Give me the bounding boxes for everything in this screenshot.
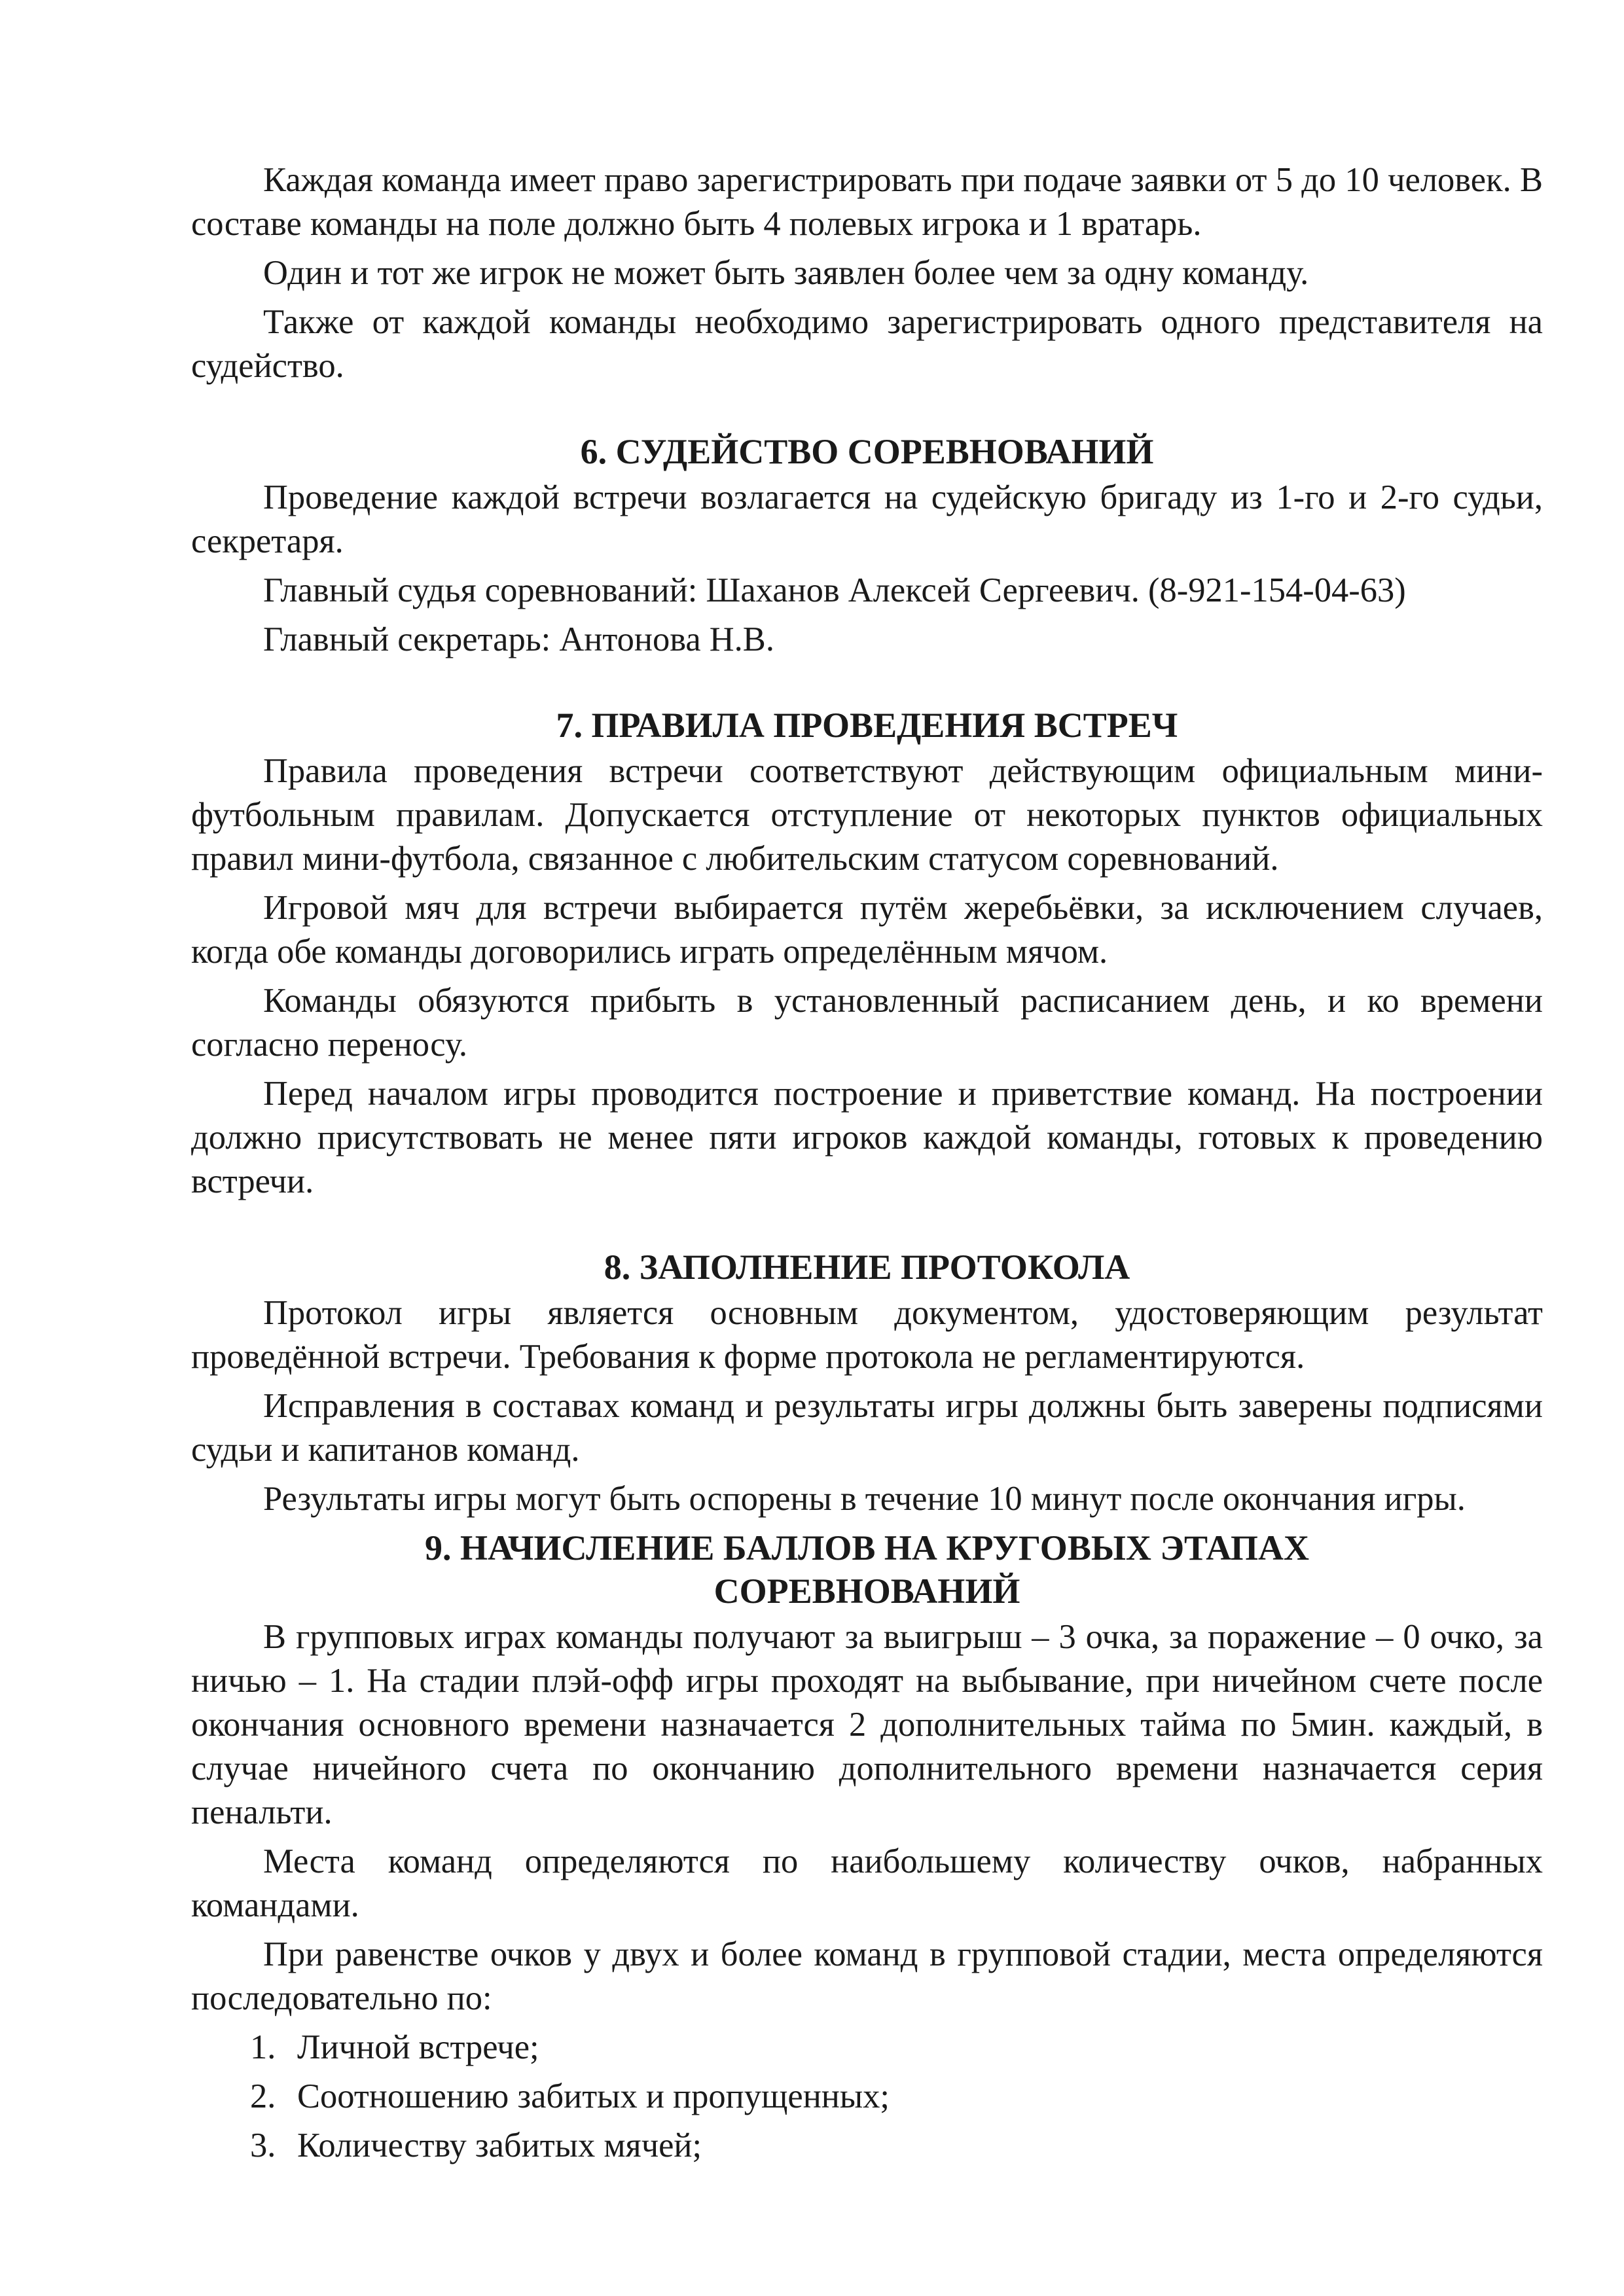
list-text: Личной встрече; [297,2028,539,2066]
list-number: 3. [250,2126,276,2164]
paragraph: Каждая команда имеет право зарегистрировать при подаче заявки от 5 до 10 человек. В составе команды на поле должно быть 4 полевых игрока и 1 вратарь. [191,161,1543,243]
paragraph: Перед началом игры проводится построение и приветствие команд. На построении должно присутствовать не менее пяти игроков каждой команды, готовых к проведению встречи. [191,1075,1543,1200]
section-title: 8. ЗАПОЛНЕНИЕ ПРОТОКОЛА [604,1247,1130,1287]
section-title [191,1526,1543,1613]
paragraph: Главный судья соревнований: Шаханов Алексей Сергеевич. (8-921-154-04-63) [263,571,1406,609]
paragraph: Правила проведения встречи соответствуют действующим официальным мини-футбольным правилам. Допускается отступление от некоторых пунктов официальных правил мини-футбола, связанное с любительским статусом соревнований. [191,752,1543,878]
list-item [250,2026,1543,2070]
section-title: 6. СУДЕЙСТВО СОРЕВНОВАНИЙ [580,432,1154,471]
section-8-protocol [191,1246,1543,1521]
paragraph: Протокол игры является основным документом, удостоверяющим результат проведённой встречи. Требования к форме протокола не регламентируются. [191,1294,1543,1376]
section-7-match-rules [191,704,1543,1204]
paragraph: Игровой мяч для встречи выбирается путём жеребьёвки, за исключением случаев, когда обе команды договорились играть определённым мячом. [191,889,1543,971]
paragraph: Также от каждой команды необходимо зарегистрировать одного представителя на судейство. [191,303,1543,385]
list-number: 2. [250,2077,276,2115]
list-number: 1. [250,2028,276,2066]
paragraph: Главный секретарь: Антонова Н.В. [263,620,774,658]
section-title-line-2: СОРЕВНОВАНИЙ [713,1571,1020,1611]
intro-block [191,158,1543,388]
paragraph: Команды обязуются прибыть в установленный расписанием день, и ко времени согласно переносу. [191,982,1543,1064]
list-text: Соотношению забитых и пропущенных; [297,2077,890,2115]
section-6-refereeing [191,430,1543,662]
paragraph: В групповых играх команды получают за выигрыш – 3 очка, за поражение – 0 очко, за ничью – 1. На стадии плэй-офф игры проходят на выбывание, при ничейном счете после окончания основного времени назначается 2 дополнительных тайма по 5мин. каждый, в случае ничейного счета по окончанию дополнительного времени назначается серия пенальти. [191,1618,1543,1831]
paragraph: Один и тот же игрок не может быть заявлен более чем за одну команду. [263,254,1309,292]
paragraph: Места команд определяются по наибольшему количеству очков, набранных командами. [191,1842,1543,1924]
list-item [250,2124,1543,2168]
paragraph: Результаты игры могут быть оспорены в течение 10 минут после окончания игры. [263,1480,1466,1518]
tiebreak-list [191,2026,1543,2168]
list-item [250,2075,1543,2119]
section-9-scoring [191,1526,1543,2168]
section-title-line-1: 9. НАЧИСЛЕНИЕ БАЛЛОВ НА КРУГОВЫХ ЭТАПАХ [425,1528,1309,1568]
paragraph: Проведение каждой встречи возлагается на судейскую бригаду из 1-го и 2-го судьи, секретаря. [191,478,1543,560]
paragraph: Исправления в составах команд и результаты игры должны быть заверены подписями судьи и капитанов команд. [191,1387,1543,1469]
section-title: 7. ПРАВИЛА ПРОВЕДЕНИЯ ВСТРЕЧ [556,706,1178,745]
list-text: Количеству забитых мячей; [297,2126,702,2164]
paragraph: При равенстве очков у двух и более команд в групповой стадии, места определяются последовательно по: [191,1935,1543,2017]
